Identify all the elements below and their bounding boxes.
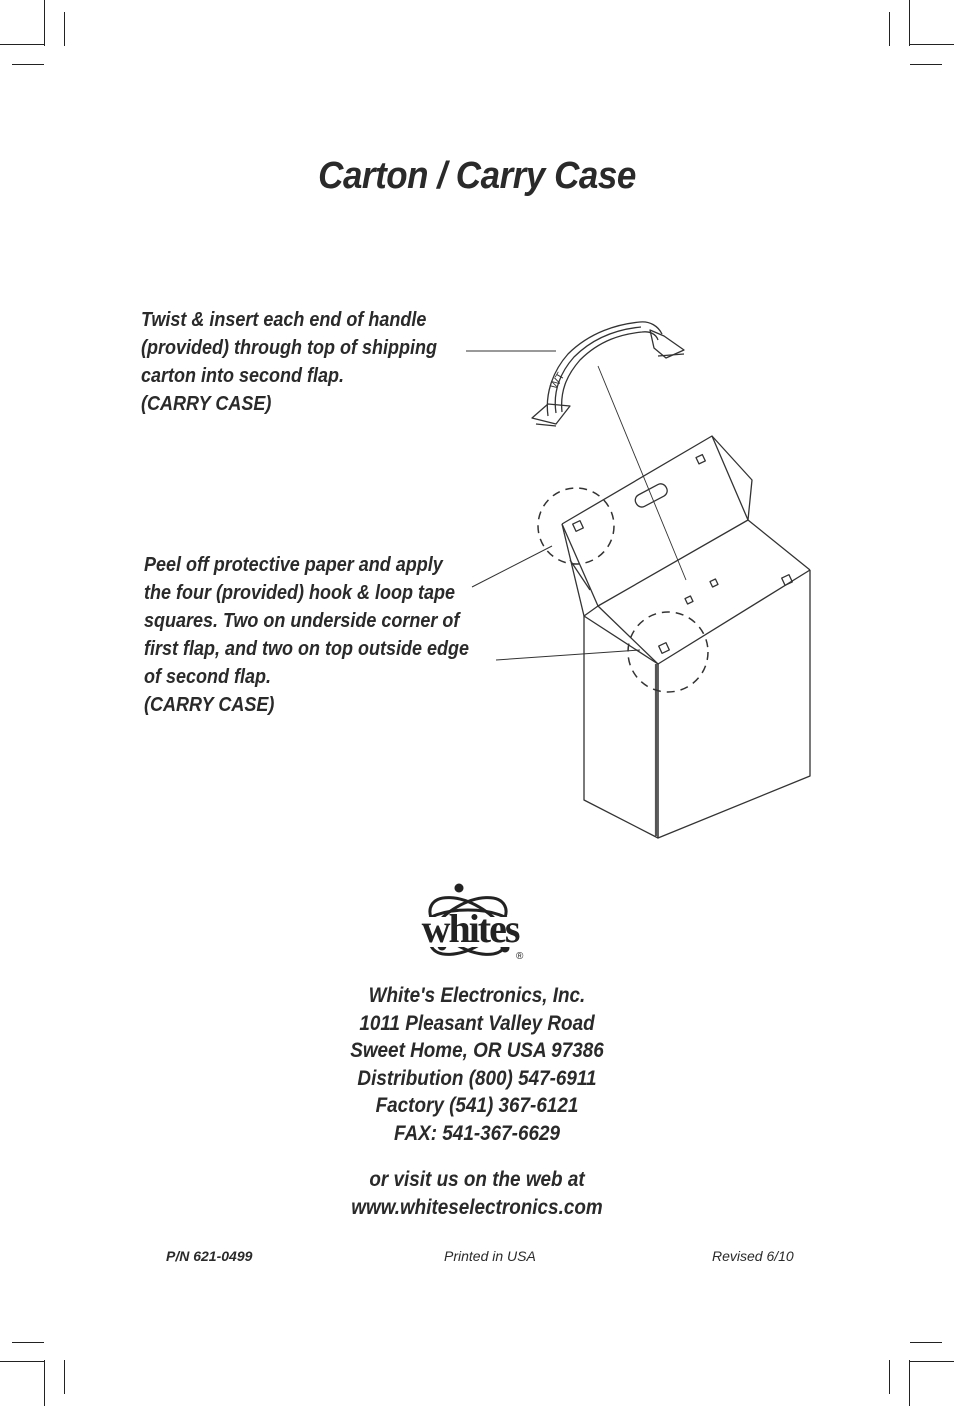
- callout-line: (CARRY CASE): [141, 393, 272, 415]
- callout-line: Twist & insert each end of handle: [141, 309, 427, 331]
- factory-phone: Factory (541) 367-6121: [375, 1094, 579, 1117]
- callout-line: squares. Two on underside corner of: [144, 610, 460, 632]
- registered-mark: ®: [516, 951, 524, 962]
- handle-drawing: [532, 322, 684, 426]
- callout-line: Peel off protective paper and apply: [144, 554, 443, 576]
- callout-line: carton into second flap.: [141, 365, 345, 387]
- callout-line: (CARRY CASE): [144, 694, 275, 716]
- page-title: Carton / Carry Case: [318, 155, 636, 197]
- logo-wordmark: whites: [421, 906, 519, 951]
- web-intro: or visit us on the web at: [369, 1168, 585, 1191]
- website-link[interactable]: www.whiteselectronics.com: [351, 1195, 603, 1219]
- callout-velcro: [144, 551, 469, 719]
- callout-line: the four (provided) hook & loop tape: [144, 582, 455, 604]
- distribution-phone: Distribution (800) 547-6911: [357, 1066, 597, 1090]
- callout-line: of second flap.: [144, 666, 272, 688]
- dashed-circle-first-flap: [538, 488, 614, 564]
- whites-logo: [402, 884, 536, 967]
- web-info: [0, 1166, 954, 1221]
- leader-line-handle-insert: [598, 366, 686, 580]
- part-number: P/N 621-0499: [166, 1248, 253, 1264]
- city-state-zip: Sweet Home, OR USA 97386: [350, 1039, 604, 1062]
- company-address: [0, 982, 954, 1147]
- printed-in: Printed in USA: [444, 1248, 536, 1264]
- company-name: White's Electronics, Inc.: [368, 984, 586, 1007]
- svg-text:WT: WT: [548, 370, 568, 392]
- street-address: 1011 Pleasant Valley Road: [359, 1011, 595, 1035]
- leader-line-second-flap: [496, 650, 640, 660]
- fax-number: FAX: 541-367-6629: [393, 1121, 560, 1145]
- callout-handle: [141, 306, 437, 418]
- callout-line: (provided) through top of shipping: [141, 337, 437, 359]
- callout-line: first flap, and two on top outside edge: [144, 638, 469, 660]
- revised-date: Revised 6/10: [712, 1248, 794, 1264]
- leader-line-first-flap: [472, 546, 552, 587]
